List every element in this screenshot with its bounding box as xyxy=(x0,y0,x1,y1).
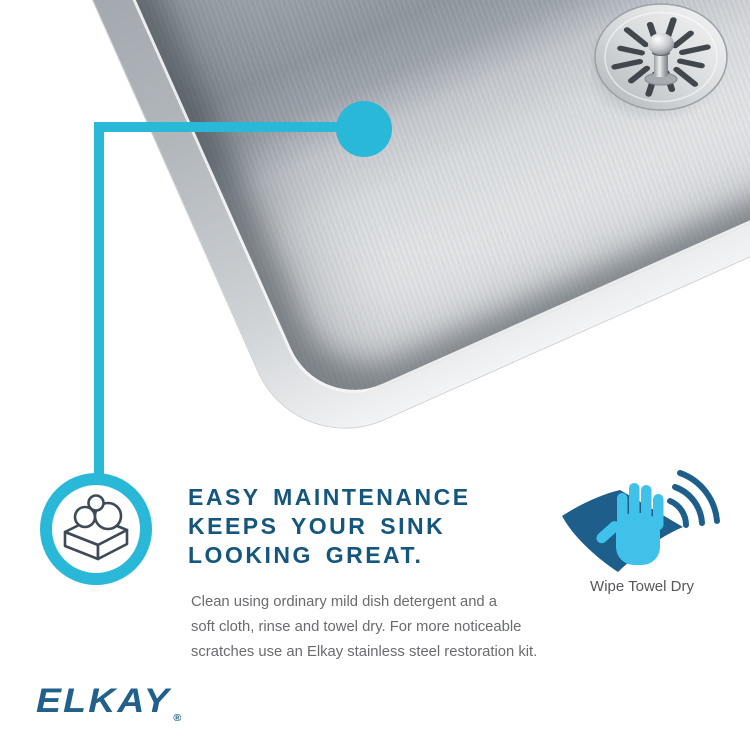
paragraph-line-3: scratches use an Elkay stainless steel restoration kit. xyxy=(191,644,538,660)
wipe-towel-dry-label: Wipe Towel Dry xyxy=(590,578,694,595)
maintenance-paragraph xyxy=(191,590,537,665)
easy-maintenance-heading xyxy=(188,483,471,570)
callout-dot xyxy=(336,101,392,157)
heading-line-3: LOOKING GREAT. xyxy=(188,542,424,568)
wipe-towel-dry-icon xyxy=(556,465,731,595)
soap-bar-icon xyxy=(53,486,139,572)
paragraph-line-1: Clean using ordinary mild dish detergent and a xyxy=(191,594,497,610)
callout-line-vertical xyxy=(94,122,104,478)
motion-lines xyxy=(670,473,717,525)
registered-trademark-mark: ® xyxy=(173,713,182,724)
elkay-logo xyxy=(36,682,182,724)
soap-bubbles xyxy=(75,496,121,530)
paragraph-line-2: soft cloth, rinse and towel dry. For more noticeable xyxy=(191,619,522,635)
elkay-logo-text: ELKAY xyxy=(36,682,171,720)
callout-line-horizontal xyxy=(94,122,346,132)
heading-line-1: EASY MAINTENANCE xyxy=(188,484,471,510)
heading-line-2: KEEPS YOUR SINK xyxy=(188,513,446,539)
drain-strainer-icon xyxy=(591,0,731,127)
